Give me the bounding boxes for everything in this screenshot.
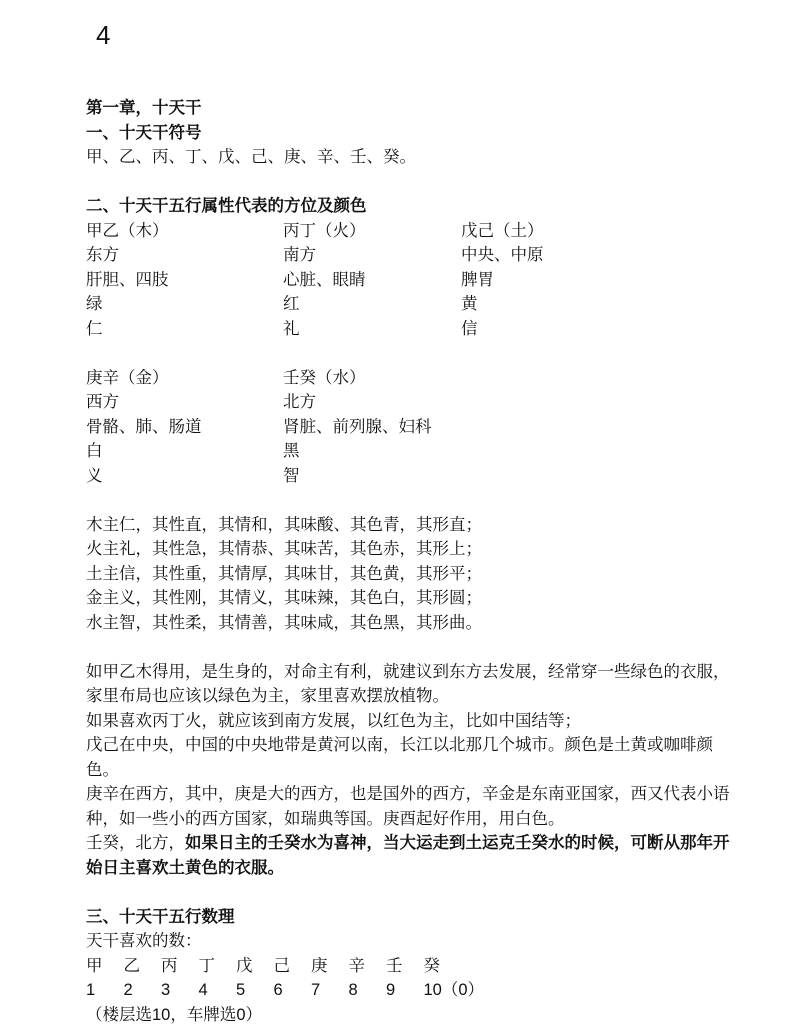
table-cell: 红 [283, 292, 461, 317]
stem-label: 己 [274, 954, 312, 979]
table-cell: 甲乙（木） [86, 219, 283, 244]
trait-line: 土主信，其性重，其情厚，其味甘，其色黄，其形平； [86, 562, 766, 587]
note-suffix: ） [246, 1005, 263, 1024]
table-row [86, 317, 766, 342]
stem-label: 辛 [349, 954, 387, 979]
table-row [86, 366, 766, 391]
section3-intro: 天干喜欢的数： [86, 929, 766, 954]
note-prefix: （楼层选 [86, 1005, 152, 1024]
stem-number: 4 [199, 978, 237, 1003]
table-cell: 丙丁（火） [283, 219, 461, 244]
paragraph-wood: 如甲乙木得用，是生身的，对命主有利，就建议到东方去发展，经常穿一些绿色的衣服，家里布局也应该以绿色为主，家里喜欢摆放植物。 [86, 660, 731, 709]
stem-label: 丁 [199, 954, 237, 979]
table-cell: 智 [283, 464, 461, 489]
stem-number: 6 [274, 978, 312, 1003]
stem-label: 戊 [236, 954, 274, 979]
paragraph-fire: 如果喜欢丙丁火，就应该到南方发展，以红色为主，比如中国结等； [86, 709, 731, 734]
note-floor-number: 10 [152, 1006, 170, 1024]
table-cell: 白 [86, 439, 283, 464]
trait-line: 水主智，其性柔，其情善，其味咸，其色黑，其形曲。 [86, 611, 766, 636]
table-row [86, 292, 766, 317]
table-cell: 肾脏、前列腺、妇科 [283, 415, 461, 440]
section2-heading: 二、十天干五行属性代表的方位及颜色 [86, 194, 766, 219]
table-row [86, 268, 766, 293]
chapter-title: 第一章，十天干 [86, 96, 766, 121]
paragraph-water [86, 831, 731, 880]
paragraph-earth: 戊己在中央，中国的中央地带是黄河以南，长江以北那几个城市。颜色是土黄或咖啡颜色。 [86, 733, 731, 782]
stem-number: 5 [236, 978, 274, 1003]
element-table-1 [86, 219, 766, 342]
element-table-2 [86, 366, 766, 489]
table-cell: 壬癸（水） [283, 366, 461, 391]
table-row [86, 415, 766, 440]
table-cell: 信 [461, 317, 661, 342]
stem-label: 癸 [424, 954, 441, 979]
table-cell: 脾胃 [461, 268, 661, 293]
numbers-row [86, 978, 766, 1003]
table-cell: 南方 [283, 243, 461, 268]
table-row [86, 243, 766, 268]
stem-number: 7 [311, 978, 349, 1003]
stem-label: 壬 [386, 954, 424, 979]
section1-text: 甲、乙、丙、丁、戊、己、庚、辛、壬、癸。 [86, 145, 766, 170]
note-plate-number: 0 [236, 1006, 245, 1024]
table-cell: 肝胆、四肢 [86, 268, 283, 293]
table-cell: 东方 [86, 243, 283, 268]
trait-line: 木主仁，其性直，其情和，其味酸、其色青，其形直； [86, 513, 766, 538]
table-cell: 戊己（土） [461, 219, 661, 244]
table-cell: 中央、中原 [461, 243, 661, 268]
number-note [86, 1003, 766, 1027]
table-cell: 庚辛（金） [86, 366, 283, 391]
table-cell: 黑 [283, 439, 461, 464]
table-row [86, 464, 766, 489]
table-cell: 义 [86, 464, 283, 489]
stem-number: 8 [349, 978, 387, 1003]
table-cell: 礼 [283, 317, 461, 342]
table-cell: 西方 [86, 390, 283, 415]
trait-line: 金主义，其性刚，其情义，其味辣，其色白，其形圆； [86, 586, 766, 611]
stems-row [86, 954, 766, 979]
paragraph-metal: 庚辛在西方，其中，庚是大的西方，也是国外的西方，辛金是东南亚国家，西又代表小语种，如一些小的西方国家，如瑞典等国。庚酉起好作用，用白色。 [86, 782, 731, 831]
stem-label: 庚 [311, 954, 349, 979]
table-row [86, 219, 766, 244]
page-number: 4 [96, 20, 110, 50]
stem-label: 甲 [86, 954, 124, 979]
stem-number: 3 [161, 978, 199, 1003]
table-cell: 绿 [86, 292, 283, 317]
table-cell: 骨骼、肺、肠道 [86, 415, 283, 440]
table-cell: 黄 [461, 292, 661, 317]
stem-number: 10（0） [424, 978, 485, 1003]
stem-number: 9 [386, 978, 424, 1003]
table-cell: 心脏、眼睛 [283, 268, 461, 293]
paragraph-water-emphasis: 如果日主的壬癸水为喜神，当大运走到土运克壬癸水的时候，可断从那年开始日主喜欢土黄色的衣服。 [86, 833, 730, 877]
table-cell: 仁 [86, 317, 283, 342]
table-cell: 北方 [283, 390, 461, 415]
table-row [86, 390, 766, 415]
document-body [86, 96, 766, 1027]
stem-label: 丙 [161, 954, 199, 979]
stem-number: 2 [124, 978, 162, 1003]
traits-list [86, 513, 766, 636]
stem-label: 乙 [124, 954, 162, 979]
trait-line: 火主礼，其性急，其情恭、其味苦，其色赤，其形上； [86, 537, 766, 562]
stem-number: 1 [86, 978, 124, 1003]
section3-heading: 三、十天干五行数理 [86, 905, 766, 930]
paragraph-water-normal: 壬癸，北方， [86, 833, 185, 852]
section1-heading: 一、十天干符号 [86, 121, 766, 146]
note-middle: ，车牌选 [170, 1005, 236, 1024]
table-row [86, 439, 766, 464]
